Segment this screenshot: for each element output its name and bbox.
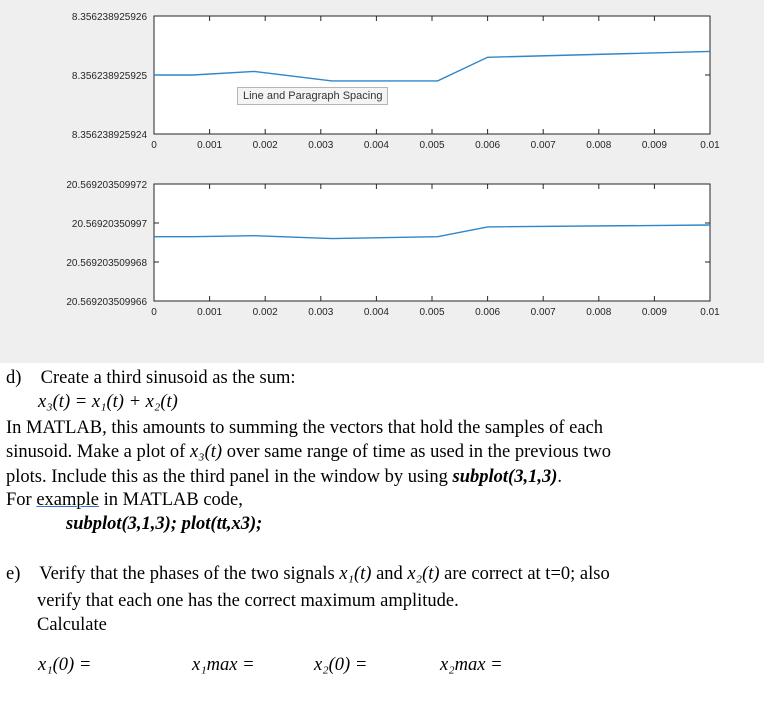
paragraph-line-2-end: over same range of time as used in the previous two <box>222 442 611 462</box>
x2-math: x₂(t) <box>407 564 440 584</box>
part-e-heading <box>6 563 610 585</box>
part-e-label: e) <box>6 564 21 584</box>
subplot-2-xtick-label: 0.009 <box>641 307 667 318</box>
paragraph-line-3 <box>6 466 562 488</box>
subplot-1-ytick-label: 8.356238925924 <box>71 130 147 141</box>
paragraph-line-4-end: in MATLAB code, <box>99 490 243 510</box>
subplot-1-xtick-label: 0 <box>151 140 157 151</box>
code-example: subplot(3,1,3); plot(tt,x3); <box>66 514 263 534</box>
paragraph-line-4-start: For <box>6 490 37 510</box>
subplot-2-xtick-label: 0 <box>151 307 157 318</box>
subplot-2-xtick-label: 0.005 <box>419 307 445 318</box>
subplot-1-xtick-label: 0.003 <box>308 140 334 151</box>
subplot-1-xtick-label: 0.006 <box>475 140 501 151</box>
part-d-label: d) <box>6 368 22 388</box>
subplot-2-ytick-label: 20.56920350997 <box>71 219 147 230</box>
subplot-2-xtick-label: 0.002 <box>252 307 278 318</box>
subplot-1-axes <box>154 16 710 134</box>
subplot-1-xtick-label: 0.004 <box>363 140 389 151</box>
subplot-code: subplot(3,1,3) <box>452 467 558 487</box>
subplot-2-xtick-label: 0.001 <box>197 307 223 318</box>
subplot-2-xtick-label: 0.006 <box>475 307 501 318</box>
subplot-2-ytick-label: 20.569203509966 <box>66 297 147 308</box>
x1-math: x₁(t) <box>339 564 372 584</box>
paragraph-line-4 <box>6 489 243 511</box>
paragraph-line-3-end: . <box>557 467 562 487</box>
subplot-1-xtick-label: 0.008 <box>586 140 612 151</box>
subplot-2-xtick-label: 0.004 <box>363 307 389 318</box>
paragraph-line-1: In MATLAB, this amounts to summing the vectors that hold the samples of each <box>6 418 604 438</box>
subplot-2-xtick-label: 0.003 <box>308 307 334 318</box>
subplot-1-xtick-label: 0.002 <box>252 140 278 151</box>
subplot-2-xtick-label: 0.008 <box>586 307 612 318</box>
subplot-2-axes <box>154 184 710 301</box>
subplot-2-ytick-label: 20.569203509968 <box>66 258 147 269</box>
paragraph-line-3-start: plots. Include this as the third panel in the window by using <box>6 467 453 487</box>
subplot-1-xtick-label: 0.005 <box>419 140 445 151</box>
x2-max-eq: x₂max = <box>440 655 503 675</box>
part-d-heading <box>6 367 296 389</box>
part-e-line-3: Calculate <box>37 615 107 635</box>
part-e-line-2: verify that each one has the correct maximum amplitude. <box>37 591 459 611</box>
x1-at-zero-eq: x₁(0) = <box>38 655 92 675</box>
subplot-1-xtick-label: 0.001 <box>197 140 223 151</box>
subplot-2-xtick-label: 0.01 <box>700 307 720 318</box>
part-d-text: Create a third sinusoid as the sum: <box>40 368 296 388</box>
subplot-1-xtick-label: 0.01 <box>700 140 720 151</box>
x3-math: x₃(t) <box>189 442 223 462</box>
subplot-1-ytick-label: 8.356238925925 <box>71 71 147 82</box>
subplot-1-xtick-label: 0.009 <box>641 140 667 151</box>
paragraph-line-2 <box>6 441 611 463</box>
x2-at-zero-eq: x₂(0) = <box>314 655 368 675</box>
x1-max-eq: x₁max = <box>192 655 255 675</box>
tooltip: Line and Paragraph Spacing <box>237 87 388 105</box>
subplot-1-ytick-label: 8.356238925926 <box>71 12 147 23</box>
sum-equation: x₃(t) = x₁(t) + x₂(t) <box>38 392 178 412</box>
part-e-and: and <box>371 564 408 584</box>
example-word: example <box>36 490 99 510</box>
subplot-2-ytick-label: 20.569203509972 <box>66 180 147 191</box>
subplot-2-xtick-label: 0.007 <box>530 307 556 318</box>
part-e-text-start: Verify that the phases of the two signals <box>39 564 340 584</box>
paragraph-line-2-start: sinusoid. Make a plot of <box>6 442 190 462</box>
part-e-text-end: are correct at t=0; also <box>439 564 610 584</box>
subplot-1-xtick-label: 0.007 <box>530 140 556 151</box>
